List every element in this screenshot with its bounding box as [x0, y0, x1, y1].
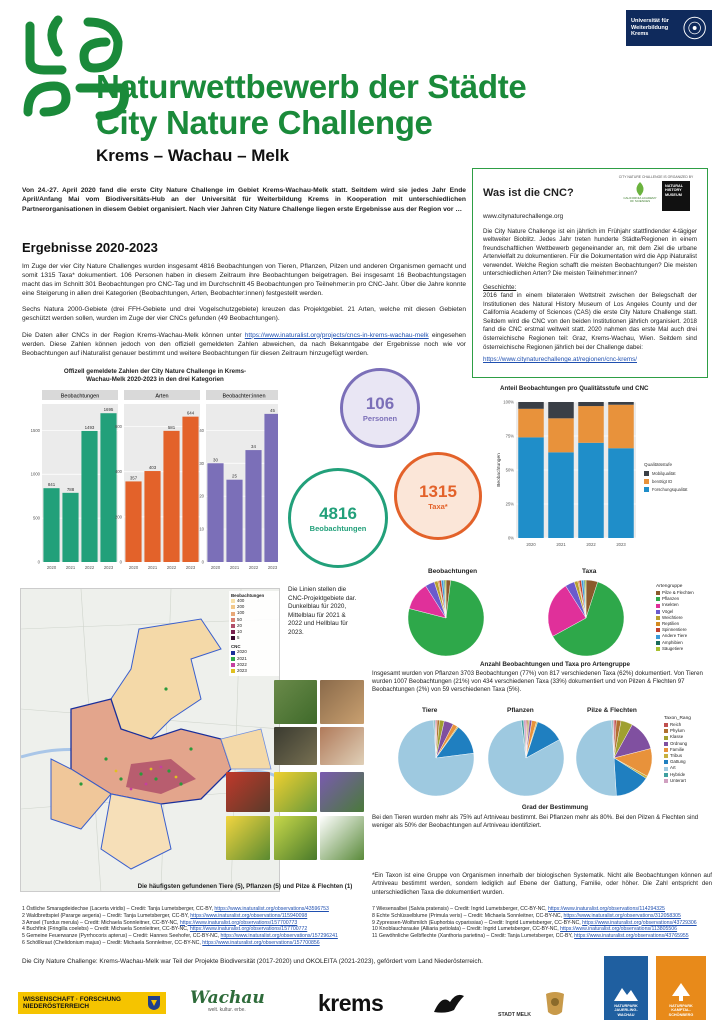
- photo-waldbrettspiel: [320, 680, 364, 724]
- y-tick-label: 30: [199, 460, 204, 466]
- legend-swatch: [656, 597, 660, 601]
- legend-item: [656, 646, 716, 652]
- sponsor-wachau-name: Wachau: [190, 988, 265, 1008]
- credit-link[interactable]: https://www.inaturalist.org/observations/157700856: [202, 939, 320, 946]
- legend-label: Reptilien: [662, 621, 680, 627]
- x-tick-label: 2021: [556, 542, 566, 547]
- sponsor-bird-logo: [432, 990, 466, 1018]
- x-tick-label: 2020: [46, 565, 57, 570]
- photo-credit: [22, 926, 362, 933]
- bar-value-label: 45: [270, 407, 275, 413]
- legend-swatch: [656, 641, 660, 645]
- results-para-2: Sechs Natura 2000-Gebiete (drei FFH-Gebiete und drei Vogelschutzgebiete) kreuzen das Projektgebiet. 21 Arten, welche mit diesen Gebieten geschützt werden sollen, wurden im Zuge der vier CNCs gefunden (49 Beobachtungen).: [22, 306, 466, 323]
- legend-swatch: [231, 669, 235, 673]
- bar: [100, 413, 116, 562]
- pie-rank-pflanzen: [484, 716, 568, 800]
- photo-credit: [22, 906, 362, 913]
- bar: [182, 417, 198, 562]
- personen-circle: [340, 368, 420, 448]
- credit-link[interactable]: https://www.inaturalist.org/observations/43729306: [582, 919, 697, 926]
- legend-label: Forschungsqualität: [652, 487, 688, 492]
- results-para-1: Im Zuge der vier City Nature Challenges wurden insgesamt 4816 Beobachtungen von Tieren, Pflanzen, Pilzen und anderen Organismen gemacht und somit 1315 Taxa* dokumentiert. 106 Personen haben in diesem Zeitraum ihre Beobachtungen beigetragen. Bei insgesamt 16 Beobachtungstagen macht das im Schnitt 301 Beobachtungen pro CNC-Tag und im Durchschnitt 45 Beobachtungen pro Teilnehmer:in pro CNC-Jahr. Über die Jahre konnte eine Steigerung in allen drei Kategorien (Beobachtungen, Arten, Beobachter:innen) festgestellt werden.: [22, 263, 466, 298]
- legend-label: Phylum: [670, 728, 685, 734]
- sponsor-melk-crest: [540, 990, 570, 1020]
- sponsor-stadt-melk: STADT MELK: [498, 1012, 532, 1018]
- y-tick-label: 40: [199, 427, 204, 433]
- y-tick-label: 0: [119, 559, 122, 565]
- stack-segment: [548, 452, 574, 538]
- bar: [144, 471, 160, 562]
- legend-label: Pilze & Flechten: [662, 590, 694, 595]
- photo-credit: [22, 920, 362, 927]
- panel-name: Beobachter:innen: [222, 393, 266, 400]
- x-tick-label: 2020: [210, 565, 221, 570]
- results-para-3: [22, 331, 466, 358]
- cnc-url[interactable]: www.citynaturechallenge.org: [483, 213, 564, 220]
- stack-segment: [518, 409, 544, 438]
- artengruppe-legend-title: Artengruppe: [656, 584, 683, 589]
- legend-label: Spinnentiere: [662, 627, 687, 633]
- stack-segment: [518, 402, 544, 409]
- legend-label: 5: [237, 635, 240, 641]
- y-tick-label: 600: [115, 424, 122, 430]
- sponsor-naturpark-jauerling: [604, 956, 648, 1020]
- legend-label: 100: [237, 610, 245, 616]
- sponsor-wachau-sub: welt. kultur. erbe.: [208, 1007, 246, 1013]
- credit-text: 11 Gewöhnliche Gelbflechte (Xanthoria parietina) – Credit: Tanja Lumetsberger, CC-BY,: [372, 933, 575, 939]
- y-tick-label: 400: [115, 469, 122, 475]
- credit-text: 9 Zypressen-Wolfsmilch (Euphorbia cyparissias) – Credit: Ingrid Lumetsberger, CC-BY-NC,: [372, 919, 583, 926]
- pie-tiere-title: Tiere: [422, 707, 438, 714]
- rank-legend-title: Taxon_Rang: [664, 716, 691, 721]
- credit-text: 1 Östliche Smaragdeidechse (Lacerta viridis) – Credit: Tanja Lumetsberger, CC-BY,: [22, 906, 215, 912]
- legend-swatch: [231, 663, 235, 667]
- cas-leaf-icon: [632, 181, 648, 197]
- pie-observations: [398, 576, 494, 660]
- photo-credit: [372, 906, 712, 913]
- panel-name: Beobachtungen: [60, 393, 100, 400]
- bar-panel-0: [31, 390, 118, 570]
- taxa-label: Taxa*: [428, 501, 448, 511]
- legend-label: Tribus: [670, 753, 683, 759]
- legend-swatch: [231, 599, 235, 603]
- bar-value-label: 1695: [103, 407, 114, 413]
- legend-swatch: [644, 487, 649, 492]
- founders-caption: CITY NATURE CHALLENGE IS ORGANIZED BY: [618, 175, 694, 179]
- legend-swatch: [656, 591, 660, 595]
- stack-segment: [608, 448, 634, 538]
- photo-schoellkraut: [274, 772, 317, 812]
- credit-text: 8 Echte Schlüsselblume (Primula veris) – Credit: Michaela Sonnleitner, CC-BY-NC,: [372, 912, 564, 919]
- university-logo-text: Universität für Weiterbildung Krems: [631, 17, 669, 38]
- legend-swatch: [656, 622, 660, 626]
- y-tick-label: 100%: [503, 399, 514, 405]
- stack-segment: [608, 405, 634, 449]
- legend-swatch: [656, 628, 660, 632]
- legend-swatch: [644, 479, 649, 484]
- map-legend-title-1: Beobachtungen: [231, 593, 265, 598]
- credit-text: 5 Gemeine Feuerwanze (Pyrrhocoris apterus) – Credit: Hannes Seehofer, CC-BY-NC,: [22, 933, 221, 939]
- legend-swatch: [231, 651, 235, 655]
- cnc-founders-logos: [613, 175, 699, 219]
- credit-link[interactable]: https://www.inaturalist.org/observations/43596753: [214, 906, 329, 912]
- y-tick-label: 50%: [505, 467, 514, 473]
- melk-crest-icon: [540, 990, 570, 1020]
- bar-value-label: 644: [186, 410, 195, 416]
- sponsor-wf-line2: NIEDERÖSTERREICH: [23, 1003, 90, 1010]
- legend-swatch: [664, 742, 668, 746]
- stack-segment: [518, 437, 544, 538]
- y-tick-label: 10: [199, 526, 204, 532]
- y-tick-label: 0%: [507, 535, 514, 541]
- credit-link[interactable]: https://www.inaturalist.org/observations/157296241: [220, 933, 338, 939]
- bar: [264, 414, 278, 562]
- legend-label: 2023: [237, 668, 247, 674]
- stack-segment: [548, 418, 574, 452]
- bar-value-label: 581: [167, 424, 176, 430]
- credit-link[interactable]: https://www.inaturalist.org/observations/113805506: [560, 926, 678, 933]
- results-para-3-post: eingesehen werden. Diese Zahlen können jedoch von den offiziell gemeldeten Zahlen abweichen, da nach Bekanntgabe der Ergebnisse noch wie vor Beobachtungen auf iNaturalist genauer bestimmt und weitere Beobachtungen für diesen Zeitraum hinzugefügt werden.: [22, 331, 466, 357]
- map-caption: Die Linien stellen die CNC-Projektgebiete dar. Dunkelblau für 2020, Mittelblau für 2021 & 2022 und Hellblau für 2023.: [288, 586, 357, 636]
- stack-segment: [578, 402, 604, 406]
- x-tick-label: 2022: [166, 565, 177, 570]
- funding-note: Die City Nature Challenge: Krems-Wachau-Melk war Teil der Projekte Biodiversität (2017-2020) und OKOLEITA (2021-2023), gefördert vom Land Niederösterreich.: [22, 958, 483, 965]
- legend-swatch: [664, 729, 668, 733]
- bar: [43, 488, 59, 562]
- photo-credit: [22, 933, 362, 940]
- tree-icon: [668, 982, 694, 1002]
- sponsor-np2-text: NATURPARK KAMPTAL-SCHÖNBERG: [668, 1003, 694, 1017]
- bar: [62, 493, 78, 562]
- photo-credit: [372, 920, 712, 927]
- legend-label: Reich: [670, 722, 682, 727]
- bar-value-label: 30: [213, 457, 218, 463]
- x-tick-label: 2023: [267, 565, 278, 570]
- panel-name: Arten: [155, 393, 169, 400]
- x-tick-label: 2021: [147, 565, 158, 570]
- legend-swatch: [231, 624, 235, 628]
- legend-label: Gattung: [670, 759, 686, 765]
- bar: [245, 450, 261, 562]
- legend-swatch: [664, 723, 668, 727]
- legend-title: Qualitätsstufe: [644, 462, 673, 467]
- title-line-2: City Nature Challenge: [96, 104, 433, 141]
- bar-value-label: 403: [148, 465, 157, 471]
- pie-taxa: [538, 576, 634, 660]
- photo-buchfink: [320, 727, 364, 765]
- legend-label: Vögel: [662, 608, 674, 614]
- history-body: 2016 fand in einem bilateralen Wettstreit zwischen der Belegschaft der Institutionen des Natural History Museum of Los Angeles County und der California Academy of Sciences (CAS) die erste City Nature Challenge statt. Seitdem wird die CNC von den beiden Institutionen jährlich organisiert. 2018 fand die CNC erstmal weltweit statt. 2020 nahmen das erste Mal auch drei österreichische Regionen teil: Graz, Krems-Wachau, Wien. Seitdem sind österreichische Regionen jährlich bei der Challenge dabei:: [483, 292, 697, 351]
- legend-swatch: [231, 605, 235, 609]
- legend-label: Hybride: [670, 771, 686, 777]
- x-tick-label: 2022: [586, 542, 596, 547]
- results-para-3-pre: Die Daten aller CNCs in der Region Krems-Wachau-Melk können unter: [22, 331, 242, 339]
- sponsor-np1-text: NATURPARK JAUERLING-WACHAU: [614, 1003, 638, 1017]
- legend-label: 10: [237, 629, 242, 635]
- pies-group-caption: Insgesamt wurden von Pflanzen 3703 Beobachtungen (77%) von 817 verschiedenen Taxa (62%) dokumentiert. Von Tieren wurden 1007 Beobachtungen (21%) von 434 verschiedenen Taxa (33%) dokumentiert und von Pilzen & Flechten 97 Beobachtungen (2%) von 59 verschiedenen Taxa (5%).: [372, 670, 703, 694]
- pies-rank-caption-title: Grad der Bestimmung: [521, 804, 589, 811]
- credit-text: 7 Wiesensalbei (Salvia pratensis) – Credit: Ingrid Lumetsberger, CC-BY-NC,: [372, 906, 548, 912]
- bar-chart: [26, 390, 278, 576]
- legend-swatch: [231, 612, 235, 616]
- photo-schluesselblume: [226, 816, 270, 860]
- legend-swatch: [664, 754, 668, 758]
- y-tick-label: 0: [201, 559, 204, 565]
- photo-credits-right: [372, 906, 712, 940]
- cas-logo-text: CALIFORNIA ACADEMY OF SCIENCES: [623, 196, 657, 204]
- legend-label: Amphibien: [662, 639, 683, 645]
- region-subtitle: Krems – Wachau – Melk: [96, 146, 290, 165]
- artengruppe-legend: [656, 584, 716, 652]
- legend-label: 20: [237, 622, 242, 628]
- noe-shield-icon: [147, 995, 161, 1011]
- bar: [163, 431, 179, 562]
- pie-rank-pilze: [572, 716, 656, 800]
- legend-swatch: [664, 767, 668, 771]
- legend-label: Insekten: [662, 602, 679, 608]
- x-tick-label: 2023: [185, 565, 196, 570]
- credit-link[interactable]: https://www.inaturalist.org/observations/114294325: [547, 906, 665, 912]
- legend-swatch: [664, 760, 668, 764]
- x-tick-label: 2020: [128, 565, 139, 570]
- sponsor-wf-line1: WISSENSCHAFT · FORSCHUNG: [23, 996, 121, 1003]
- results-body: [22, 262, 466, 358]
- x-tick-label: 2022: [248, 565, 259, 570]
- pie-rank-tiere: [394, 716, 478, 800]
- pie-pflanzen-title: Pflanzen: [507, 707, 534, 714]
- legend-swatch: [664, 773, 668, 777]
- rank-legend: [664, 716, 714, 784]
- legend-swatch: [231, 657, 235, 661]
- pie-taxa-title: Taxa: [582, 568, 597, 575]
- legend-swatch: [656, 604, 660, 608]
- photo-credit: [372, 926, 712, 933]
- legend-label: 400: [237, 598, 245, 603]
- legend-label: benötigt ID: [652, 479, 673, 484]
- legend-swatch: [656, 616, 660, 620]
- sponsor-krems: krems: [318, 990, 384, 1016]
- photo-credit: [372, 933, 712, 940]
- x-tick-label: 2022: [84, 565, 95, 570]
- bar: [207, 463, 223, 562]
- title-line-1: Naturwettbewerb der Städte: [96, 68, 527, 105]
- legend-swatch: [656, 610, 660, 614]
- legend-label: Pflanzen: [662, 596, 680, 602]
- credit-link[interactable]: https://www.inaturalist.org/observations/115940098: [190, 912, 308, 919]
- legend-swatch: [664, 779, 668, 783]
- photo-wiesensalbei: [320, 772, 364, 812]
- credit-link[interactable]: https://www.inaturalist.org/observations/157700772: [189, 926, 308, 933]
- legend-swatch: [656, 647, 660, 651]
- bar-panel-1: [115, 390, 200, 570]
- credit-text: 2 Waldbrettspiel (Pararge aegeria) – Credit: Tanja Lumetsberger, CC-BY,: [22, 912, 191, 919]
- artengruppe-legend-items: [656, 590, 716, 652]
- y-tick-label: 200: [115, 514, 122, 520]
- photo-wolfsmilch: [274, 816, 317, 860]
- x-tick-label: 2021: [229, 565, 240, 570]
- y-tick-label: 75%: [505, 433, 514, 439]
- cnc-box-heading: Was ist die CNC?: [483, 187, 574, 199]
- mountain-icon: [613, 982, 639, 1002]
- bar-chart-title: Offizell gemeldete Zahlen der City Nature Challenge in Krems-Wachau-Melk 2020-2023 in den drei Kategorien: [63, 368, 247, 384]
- legend-label: Klasse: [670, 734, 684, 740]
- y-tick-label: 20: [199, 493, 204, 499]
- intro-text: Von 24.-27. April 2020 fand die erste City Nature Challenge im Gebiet Krems-Wachau-Melk statt. Seitdem wird sie jedes Jahr Ende April/Anfang Mai vom Biodiversitäts-Hub an der Universität für Weiterbildung Krems in Kooperation mit unterschiedlichen Partnerorganisationen in diesem Gebiet organisiert. Nach vier Jahren City Nature Challenge liegen erste Ergebnisse aus der Region vor …: [22, 187, 466, 213]
- legend-item: [664, 778, 714, 784]
- quality-chart-title: Anteil Beobachtungen pro Qualitätsstufe und CNC: [500, 385, 649, 392]
- y-tick-label: 1500: [30, 427, 40, 433]
- cnc-krems-link[interactable]: https://www.citynaturechallenge.at/regionen/cnc-krems/: [483, 356, 637, 364]
- pies-rank-caption: Bei den Tieren wurden mehr als 75% auf Artniveau bestimmt. Bei Pflanzen mehr als 80%. Bei den Pilzen & Flechten sind weniger als 50% der Beobachtungen auf Artniveau identifiziert.: [372, 814, 699, 830]
- map-legend: [229, 591, 279, 676]
- legend-label: Mobilqualität: [652, 471, 676, 476]
- legend-label: Säugetiere: [662, 645, 684, 651]
- legend-item: [231, 668, 277, 674]
- y-tick-label: 1000: [30, 471, 40, 477]
- map-legend-years: [231, 649, 277, 674]
- legend-swatch: [231, 630, 235, 634]
- legend-label: 2021: [237, 655, 247, 661]
- x-tick-label: 2023: [103, 565, 114, 570]
- results-heading: Ergebnisse 2020-2023: [22, 240, 158, 255]
- bar-value-label: 788: [66, 486, 75, 492]
- legend-label: 2020: [237, 649, 247, 655]
- credit-link[interactable]: https://www.inaturalist.org/observations/157700773: [179, 919, 298, 926]
- cnc-body: Die City Nature Challenge ist ein jährlich im Frühjahr stattfindender 4-tägiger weltweiter Bioblitz. Jedes Jahr treten hunderte Städte/Regionen in einem freundschaftlichen Wettbewerb gegeneinander an, mit dem Ziel die urbane Artenvielfalt zu dokumentieren. Für die Dokumentation wird die App iNaturalist verwendet. Welche Region schafft die meisten Beobachtungen? Die meisten unterschiedlichen Arten? Die meisten Teilnehmer:innen?: [483, 227, 697, 278]
- legend-label: Unterart: [670, 777, 686, 783]
- legend-label: 2022: [237, 661, 247, 667]
- bar: [226, 480, 242, 562]
- bar-value-label: 1493: [84, 424, 95, 430]
- photo-feuerwanze: [226, 772, 270, 812]
- y-tick-label: 25%: [505, 501, 514, 507]
- y-tick-label: 500: [33, 515, 40, 521]
- university-logo: [626, 10, 712, 46]
- bar-panel-2: [199, 390, 278, 570]
- cas-logo: [622, 181, 658, 211]
- legend-swatch: [644, 471, 649, 476]
- inaturalist-project-link[interactable]: https://www.inaturalist.org/projects/cncs-in-krems-wachau-melk: [244, 331, 429, 339]
- legend-item: [231, 635, 277, 641]
- x-tick-label: 2023: [616, 542, 626, 547]
- legend-swatch: [664, 736, 668, 740]
- history-heading: Geschichte:: [483, 283, 517, 291]
- photo-knoblauchsrauke: [320, 816, 364, 860]
- photo-credit: [372, 913, 712, 920]
- stack-segment: [578, 443, 604, 538]
- legend-label: Art: [670, 765, 676, 771]
- personen-label: Personen: [362, 413, 398, 423]
- credit-text: 6 Schöllkraut (Chelidonium majus) – Credit: Michaela Sonnleitner, CC-BY-NC,: [22, 939, 203, 946]
- university-seal-icon: [682, 15, 707, 41]
- bar: [125, 481, 141, 562]
- credit-text: 3 Amsel (Turdus merula) – Credit: Michaela Sonnleitner, CC-BY-NC,: [22, 919, 180, 926]
- legend-swatch: [231, 636, 235, 640]
- taxon-footnote: *Ein Taxon ist eine Gruppe von Organismen innerhalb der biologischen Systematik. Nicht alle Beobachtungen können auf Artniveau bestimmt werden, sondern lediglich auf Ebene der Gattung, Familie, oder höher. Die Zahl entspricht den unterschiedlichen Taxa die dokumentiert wurden.: [372, 872, 712, 896]
- bar-value-label: 841: [47, 482, 56, 488]
- legend-label: Andere Tiere: [662, 633, 688, 639]
- map-legend-scale: [231, 598, 277, 641]
- y-tick-label: 0: [37, 559, 40, 565]
- taxa-circle: [394, 452, 482, 540]
- sponsor-wachau: [190, 990, 282, 1018]
- legend-swatch: [656, 635, 660, 639]
- photo-smaragdeidechse: [274, 680, 317, 724]
- photo-credit: [22, 940, 362, 947]
- personen-value: 106: [365, 393, 395, 413]
- bar-value-label: 357: [129, 475, 138, 481]
- pie-slice: [576, 720, 616, 796]
- cnc-info-box: [472, 168, 708, 378]
- pies-group-caption-title: Anzahl Beobachtungen und Taxa pro Artengruppe: [479, 661, 631, 668]
- pie-pilze-title: Pilze & Flechten: [587, 707, 637, 714]
- quality-chart: [494, 396, 704, 562]
- sponsor-naturpark-kamptal: [656, 956, 706, 1020]
- legend-label: 50: [237, 616, 242, 622]
- bar: [81, 431, 97, 562]
- bar-value-label: 25: [232, 473, 237, 479]
- credit-text: 4 Buchfink (Fringilla coelebs) – Credit: Michaela Sonnleitner, CC-BY-NC,: [22, 926, 190, 933]
- legend-label: Ordnung: [670, 740, 688, 746]
- bird-silhouette-icon: [432, 990, 466, 1018]
- legend-swatch: [664, 748, 668, 752]
- sponsor-wissenschaft-noe: [18, 992, 166, 1014]
- nhm-logo: NATURAL HISTORY MUSEUM: [662, 181, 690, 211]
- credit-link[interactable]: https://www.inaturalist.org/observations/43765955: [574, 933, 689, 939]
- photos-caption: Die häufigsten gefundenen Tiere (5), Pflanzen (5) und Pilze & Flechten (1): [137, 883, 353, 890]
- bar-value-label: 34: [251, 444, 256, 450]
- photo-credits-left: [22, 906, 362, 947]
- x-tick-label: 2021: [65, 565, 76, 570]
- photo-credit: [22, 913, 362, 920]
- stack-segment: [578, 406, 604, 443]
- species-photos: [226, 680, 364, 882]
- stack-segment: [548, 402, 574, 418]
- pie-obs-title: Beobachtungen: [428, 568, 478, 575]
- taxa-value: 1315: [419, 481, 457, 501]
- map-legend-title-2: CNC: [231, 644, 241, 650]
- credit-text: 10 Knoblauchsrauke (Alliaria petiolata) – Credit: Ingrid Lumetsberger, CC-BY-NC,: [372, 926, 561, 933]
- stack-segment: [608, 402, 634, 405]
- beobachtungen-value: 4816: [319, 503, 357, 523]
- legend-swatch: [231, 618, 235, 622]
- rank-legend-items: [664, 722, 714, 784]
- legend-label: Weichtiere: [662, 614, 683, 620]
- beobachtungen-circle: [288, 468, 388, 568]
- photo-amsel: [274, 727, 317, 765]
- y-axis-label: Beobachtungen: [497, 453, 502, 487]
- credit-link[interactable]: https://www.inaturalist.org/observations/312058305: [563, 912, 681, 919]
- beobachtungen-label: Beobachtungen: [309, 523, 367, 533]
- legend-label: 200: [237, 604, 245, 610]
- legend-label: Familie: [670, 746, 685, 752]
- x-tick-label: 2020: [526, 542, 536, 547]
